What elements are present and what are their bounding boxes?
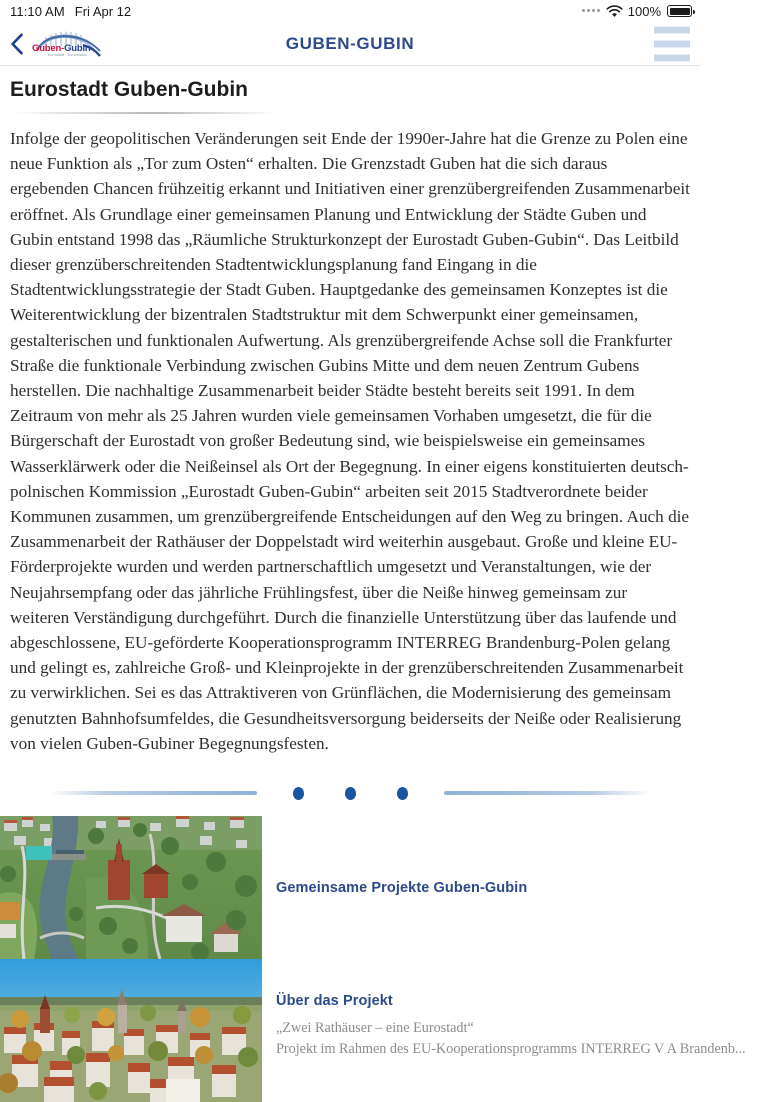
battery-full-icon <box>667 5 692 17</box>
teaser-subtitle-line-2: Projekt im Rahmen des EU-Kooperationsprogramms INTERREG V A Brandenb... <box>276 1041 746 1058</box>
status-bar <box>0 0 700 22</box>
divider-dots <box>293 787 408 800</box>
list-item[interactable] <box>0 816 700 959</box>
teaser-title[interactable]: Gemeinsame Projekte Guben-Gubin <box>276 879 528 896</box>
teaser-body <box>262 816 700 959</box>
status-time: 11:10 AM <box>10 3 65 19</box>
navigation-bar <box>0 22 700 66</box>
status-date: Fri Apr 12 <box>74 3 132 19</box>
teaser-subtitle-line-1: „Zwei Rathäuser – eine Eurostadt“ <box>276 1020 474 1037</box>
hamburger-menu-icon[interactable] <box>654 26 690 62</box>
back-button[interactable] <box>0 22 106 65</box>
page-title: GUBEN-GUBIN <box>285 33 415 53</box>
list-item[interactable] <box>0 959 746 1102</box>
guben-gubin-logo[interactable] <box>28 26 106 62</box>
logo-name-left: Guben <box>32 42 62 54</box>
teaser-title[interactable]: Über das Projekt <box>276 993 393 1010</box>
status-bar-right <box>582 4 692 19</box>
logo-name-right: Gubin <box>64 42 91 54</box>
logo-tagline: Eurostadt · Euromiasto <box>48 52 88 57</box>
battery-percent-label: 100% <box>627 3 661 19</box>
signal-dots-icon <box>582 9 600 14</box>
back-chevron-icon <box>10 33 24 55</box>
aerial-view-autumn-town-photo[interactable] <box>0 959 262 1102</box>
teaser-body <box>262 959 760 1102</box>
wifi-icon <box>606 5 622 17</box>
main-content <box>0 66 700 816</box>
divider-line-right <box>444 791 652 795</box>
status-bar-left <box>10 4 131 19</box>
aerial-view-river-town-photo[interactable] <box>0 816 262 959</box>
article-heading: Eurostadt Guben-Gubin <box>10 78 248 101</box>
ornamental-divider <box>8 770 692 816</box>
logo-name-separator: - <box>61 42 65 54</box>
article-body: Infolge der geopolitischen Veränderungen seit Ende der 1990er-Jahre hat die Grenze zu Polen eine neue Funktion als „Tor zum Osten“ erhalten. Die Grenzstadt Guben hat die sich daraus ergebenden Chancen frühzeitig erkannt und Initiativen einer grenzübergreifenden Zusammenarbeit eröffnet. Als Grundlage einer gemeinsamen Planung und Entwicklung der Städte Guben und Gubin entstand 1998 das „Räumliche Strukturkonzept der Eurostadt Guben-Gubin“. Das Leitbild dieser grenzüberschreitenden Stadtentwicklungsplanung fand Eingang in die Stadtentwicklungsstrategie der Stadt Guben. Hauptgedanke des gemeinsamen Konzeptes ist die Weiterentwicklung der bizentralen Stadtstruktur mit dem Schwerpunkt einer gemeinsamen, gestalterischen und funktionalen Aufwertung. Als grenzübergreifende Achse soll die Frankfurter Straße die funktionale Verbindung zwischen Gubins Mitte und dem neuen Zentrum Gubens herstellen. Die nachhaltige Zusammenarbeit beider Städte besteht bereits seit 1991. In dem Zeitraum von mehr als 25 Jahren wurden viele gemeinsamen Vorhaben umgesetzt, die für die Bürgerschaft der Eurostadt von großer Bedeutung sind, wie beispielsweise ein gemeinsames Wasserklärwerk oder die Neißeinsel als Ort der Begegnung. In einer eigens konstituierten deutsch- polnischen Kommission „Eurostadt Guben-Gubin“ arbeiten seit 2015 Stadtverordnete beider Kommunen zusammen, um grenzübergreifende Entscheidungen auf den Weg zu bringen. Auch die Zusammenarbeit der Rathäuser der Doppelstadt wird weiterhin ausgebaut. Große und kleine EU-Förderprojekte wurden und werden partnerschaftlich umgesetzt und Veranstaltungen, wie der Neujahrsempfang oder das jährliche Frühlingsfest, über die Neiße hinweg gemeinsam zur weiteren Verständigung durchgeführt. Durch die finanzielle Unterstützung über das laufende und abgeschlossene, EU-geförderte Kooperationsprogramm INTERREG Brandenburg-Polen gelang und gelingt es, zahlreiche Groß- und Kleinprojekte in der grenzüberschreitenden Zusammenarbeit zu verwirklichen. Sei es das Attraktiveren von Grünflächen, die Modernisierung des gemeinsam genutzten Bahnhofsumfeldes, die Gesundheitsversorgung beiderseits der Neiße oder Realisierung von vielen Guben-Gubiner Begegnungsfesten. <box>10 129 690 753</box>
divider-line-left <box>49 791 257 795</box>
heading-underline <box>10 112 278 114</box>
